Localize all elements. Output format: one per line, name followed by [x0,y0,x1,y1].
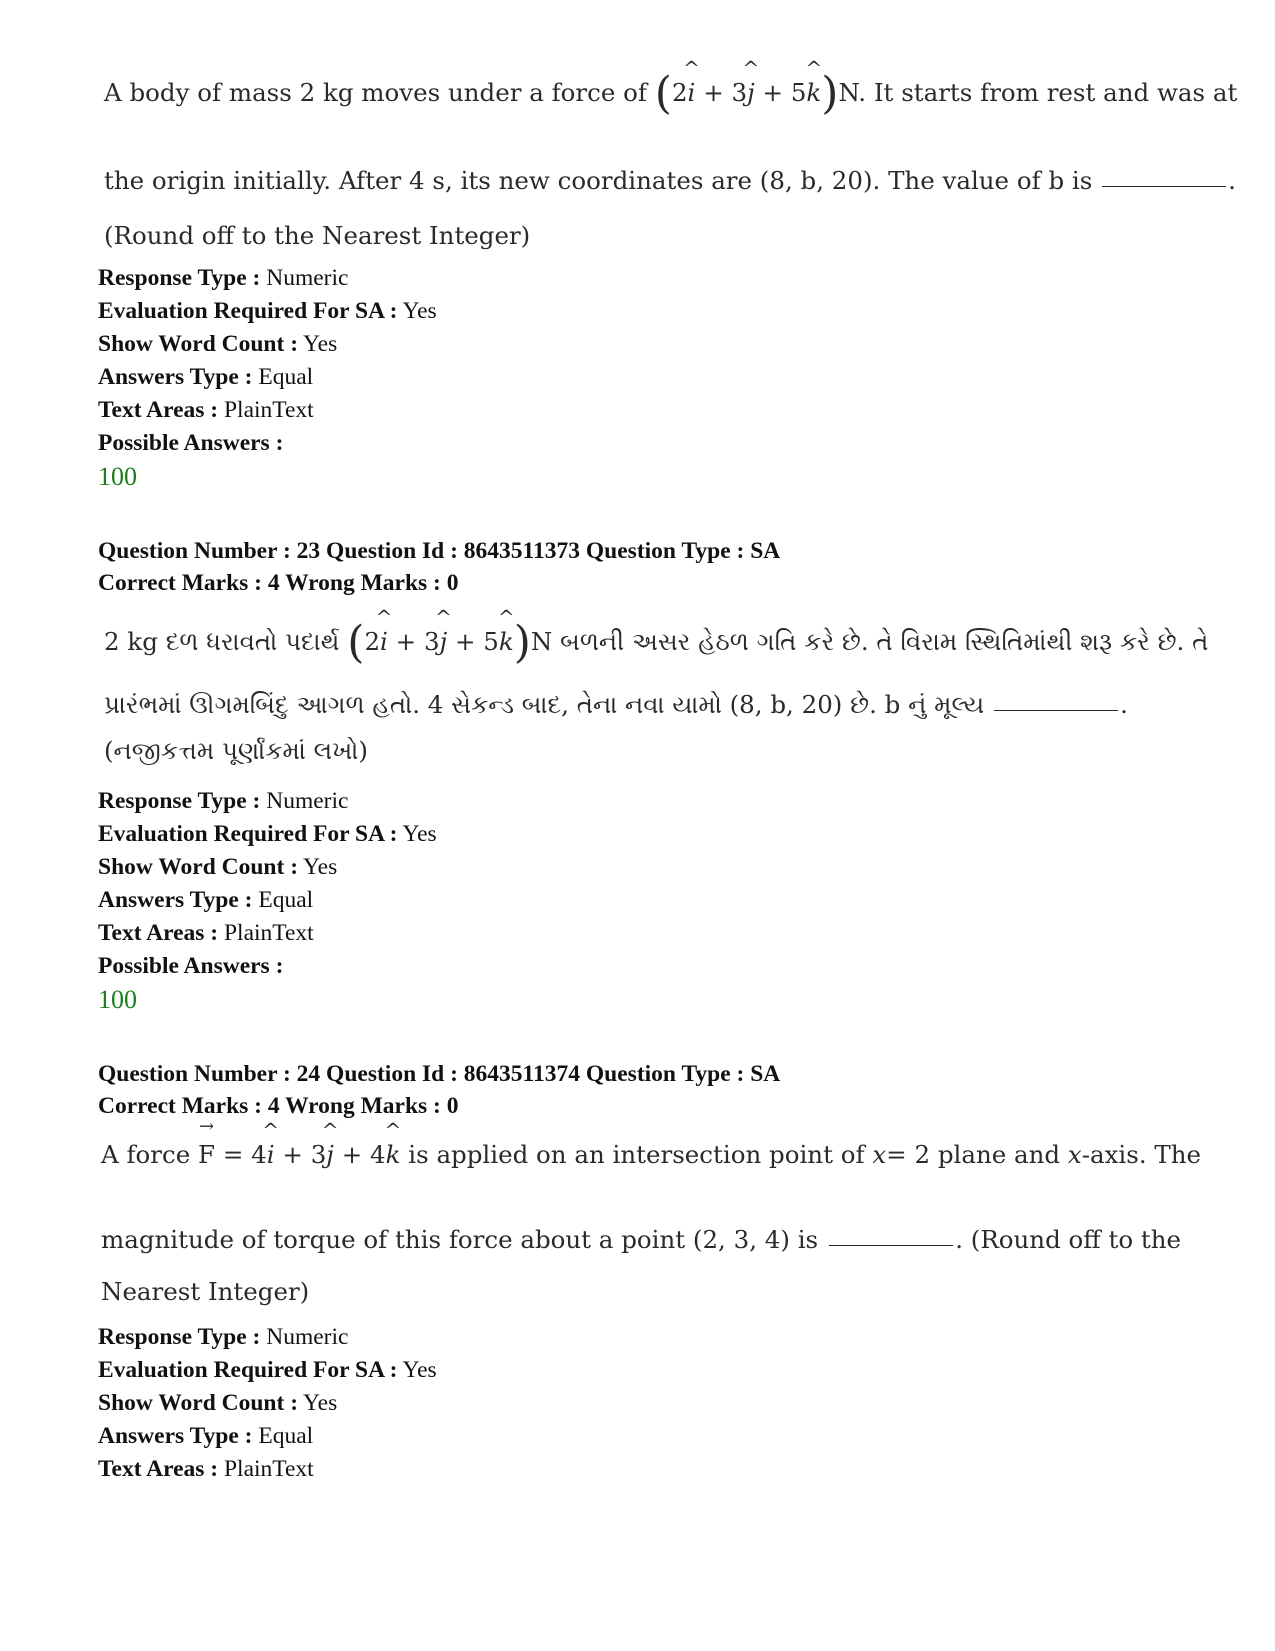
field-label: Answers Type : [98,1423,253,1449]
question-text: (નજીકત્તમ પૂર્ણાંકમાં લખો) [104,736,368,765]
vector-coefficient: + 5 [762,78,807,107]
vector-coefficient: + 3 [282,1140,327,1169]
vector-coefficient: = 4 [222,1140,267,1169]
field-label: Evaluation Required For SA : [98,298,398,324]
field-label: Possible Answers : [98,430,284,456]
question-text: પ્રારંભમાં ઊગમબિંદુ આગળ હતો. 4 સેકન્ડ બાદ, તેના નવા યામો (8, b, 20) છે. b નું મૂલ્ય [104,690,985,719]
unit-vector-i: ^ i [380,627,388,656]
text-areas-value: PlainText [223,920,314,946]
unit-vector-j: ^ j [326,1140,334,1169]
answer-blank [1102,185,1226,187]
unit-vector-k: ^ k [806,78,821,107]
possible-answer: 100 [98,985,137,1014]
answers-type-value: Equal [258,1423,314,1449]
vector-coefficient: + 5 [454,627,499,656]
field-label: Answers Type : [98,364,253,390]
question-text: N. It starts from rest and was at [838,78,1238,107]
question-text: N બળની અસર હેઠળ ગતિ કરે છે. તે વિરામ સ્થિતિમાંથી શરૂ કરે છે. તે [530,627,1209,656]
question-text-line [104,221,1184,250]
marks-line: Correct Marks : 4 Wrong Marks : 0 [98,570,459,596]
word-count-value: Yes [303,1390,338,1416]
question-header [98,1058,780,1122]
field-label: Response Type : [98,265,261,291]
field-label: Text Areas : [98,397,219,423]
field-label: Show Word Count : [98,1390,299,1416]
question-metadata [98,1321,437,1486]
question-text-line [101,1225,1181,1254]
math-variable: x [872,1140,887,1169]
unit-vector-j: ^ j [747,78,755,107]
field-label: Response Type : [98,788,261,814]
evaluation-value: Yes [402,821,437,847]
question-id-line: Question Number : 23 Question Id : 8643511373 Question Type : SA [98,538,781,564]
unit-vector-j: ^ j [440,627,448,656]
word-count-value: Yes [303,854,338,880]
question-text: is applied on an intersection point of [408,1140,865,1169]
field-label: Show Word Count : [98,331,299,357]
answers-type-value: Equal [258,887,314,913]
answer-blank [994,709,1118,711]
question-text-line: A body of mass 2 kg moves under a force of (2^ i + 3^ j + 5^ k)N. It starts from rest and was at [104,78,1184,107]
math-variable: x [1067,1140,1082,1169]
text-areas-value: PlainText [223,397,314,423]
question-text-line [101,1140,1202,1169]
response-type-value: Numeric [266,265,349,291]
question-text: -axis. The [1081,1140,1202,1169]
vector-coefficient: 2 [364,627,381,656]
question-text: magnitude of torque of this force about a point (2, 3, 4) is [101,1225,819,1254]
evaluation-value: Yes [402,298,437,324]
field-label: Response Type : [98,1324,261,1350]
question-text-line: પ્રારંભમાં ઊગમબિંદુ આગળ હતો. 4 સેકન્ડ બાદ, તેના નવા યામો (8, b, 20) છે. b નું મૂલ્ય . [104,690,1128,719]
question-text-line [101,1277,1181,1306]
text-areas-value: PlainText [223,1456,314,1482]
answer-blank [829,1244,953,1246]
vector-coefficient: + 3 [703,78,748,107]
unit-vector-i: ^ i [267,1140,275,1169]
question-text: A body of mass 2 kg moves under a force of [104,78,647,107]
marks-line: Correct Marks : 4 Wrong Marks : 0 [98,1093,459,1119]
field-label: Text Areas : [98,920,219,946]
question-text: the origin initially. After 4 s, its new coordinates are (8, b, 20). The value of b is [104,166,1093,195]
question-metadata [98,262,437,493]
question-text: A force [101,1140,191,1169]
question-text-line: the origin initially. After 4 s, its new coordinates are (8, b, 20). The value of b is . [104,166,1236,195]
question-text-line: 2 kg દળ ધરાવતો પદાર્થ (2^ i + 3^ j + 5^ k)N બળની અસર હેઠળ ગતિ કરે છે. તે વિરામ સ્થિતિમાંથી શરૂ કરે છે. તે [104,627,1184,656]
force-vector-symbol: → F [198,1140,215,1169]
field-label: Evaluation Required For SA : [98,1357,398,1383]
unit-vector-k: ^ k [386,1140,401,1169]
question-text: 2 kg દળ ધરાવતો પદાર્થ [104,627,340,656]
field-label: Show Word Count : [98,854,299,880]
question-id-line: Question Number : 24 Question Id : 8643511374 Question Type : SA [98,1061,781,1087]
response-type-value: Numeric [266,788,349,814]
question-text: = 2 plane and [886,1140,1061,1169]
answers-type-value: Equal [258,364,314,390]
field-label: Answers Type : [98,887,253,913]
question-metadata [98,785,437,1016]
question-text-line [104,736,1184,765]
question-text: . (Round off to the [955,1225,1181,1254]
question-text: Nearest Integer) [101,1277,310,1306]
vector-coefficient: + 3 [395,627,440,656]
unit-vector-k: ^ k [499,627,514,656]
word-count-value: Yes [303,331,338,357]
field-label: Evaluation Required For SA : [98,821,398,847]
possible-answer: 100 [98,462,137,491]
question-header [98,535,780,599]
field-label: Text Areas : [98,1456,219,1482]
vector-coefficient: 2 [671,78,688,107]
evaluation-value: Yes [402,1357,437,1383]
response-type-value: Numeric [266,1324,349,1350]
question-text: (Round off to the Nearest Integer) [104,221,531,250]
vector-coefficient: + 4 [341,1140,386,1169]
unit-vector-i: ^ i [688,78,696,107]
field-label: Possible Answers : [98,953,284,979]
